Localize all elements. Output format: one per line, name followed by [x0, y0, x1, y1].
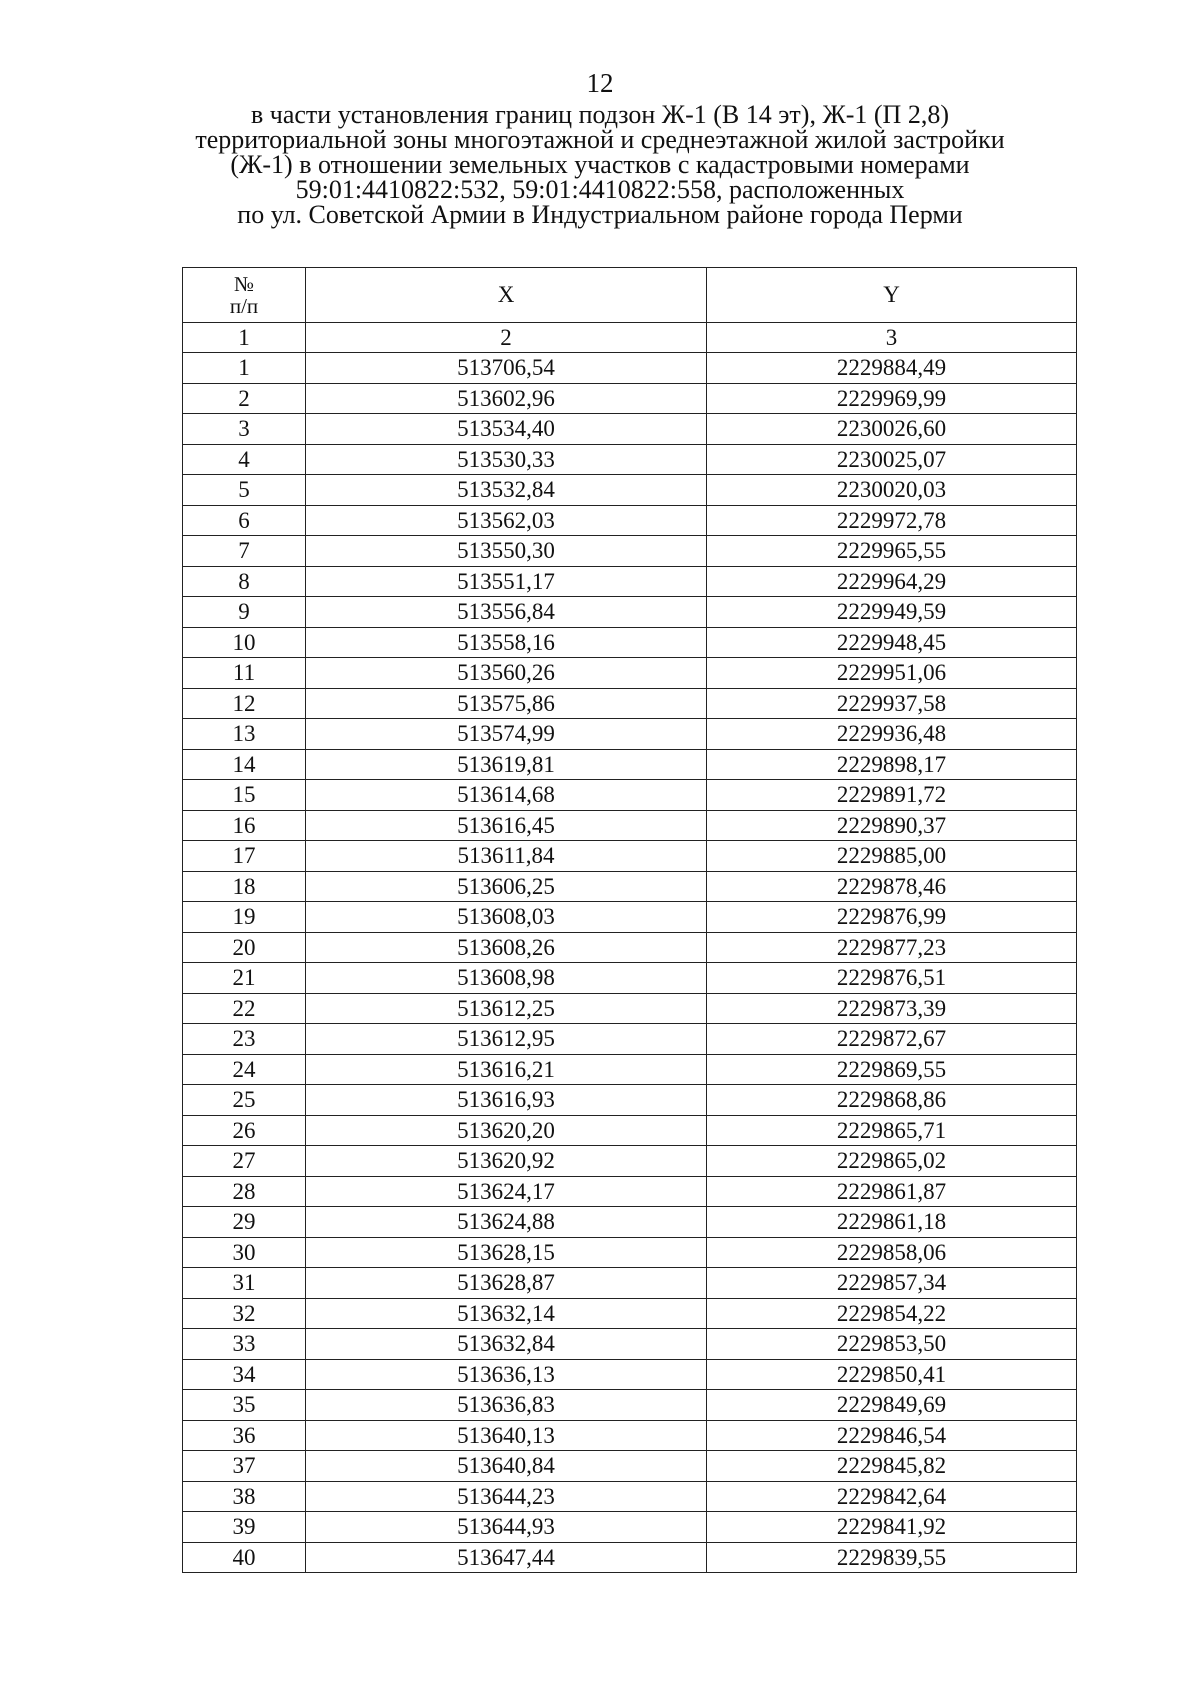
cell-number: 17	[183, 841, 306, 872]
cell-x: 513612,95	[306, 1024, 707, 1055]
heading-line: (Ж-1) в отношении земельных участков с кадастровыми номерами	[230, 150, 970, 179]
cell-x: 513624,88	[306, 1207, 707, 1238]
table-row	[183, 1298, 1077, 1329]
cell-y: 2229951,06	[707, 658, 1077, 689]
cell-y: 2229972,78	[707, 505, 1077, 536]
cell-number: 16	[183, 810, 306, 841]
cell-y: 2229876,99	[707, 902, 1077, 933]
cell-x: 513636,13	[306, 1359, 707, 1390]
column-number: 1	[183, 323, 306, 353]
cell-y: 2229936,48	[707, 719, 1077, 750]
heading-line: по ул. Советской Армии в Индустриальном районе города Перми	[237, 200, 963, 229]
header-number	[183, 268, 306, 323]
cell-number: 33	[183, 1329, 306, 1360]
cell-x: 513644,93	[306, 1512, 707, 1543]
table-row	[183, 841, 1077, 872]
cell-x: 513628,87	[306, 1268, 707, 1299]
cell-number: 29	[183, 1207, 306, 1238]
table-row	[183, 1085, 1077, 1116]
cell-number: 36	[183, 1420, 306, 1451]
cell-number: 8	[183, 566, 306, 597]
cell-x: 513532,84	[306, 475, 707, 506]
table-row	[183, 993, 1077, 1024]
cell-number: 10	[183, 627, 306, 658]
cell-y: 2229884,49	[707, 353, 1077, 384]
header-number-symbol: №	[233, 272, 255, 296]
cell-x: 513608,98	[306, 963, 707, 994]
cell-y: 2229885,00	[707, 841, 1077, 872]
cell-y: 2229949,59	[707, 597, 1077, 628]
header-number-abbrev: п/п	[229, 294, 259, 318]
table-row	[183, 505, 1077, 536]
cell-number: 32	[183, 1298, 306, 1329]
table-row	[183, 658, 1077, 689]
cell-x: 513608,03	[306, 902, 707, 933]
header-x: X	[306, 268, 707, 323]
cell-x: 513530,33	[306, 444, 707, 475]
cell-number: 3	[183, 414, 306, 445]
page-number: 12	[586, 68, 614, 98]
cell-number: 9	[183, 597, 306, 628]
table-row	[183, 627, 1077, 658]
cell-y: 2229872,67	[707, 1024, 1077, 1055]
cell-x: 513612,25	[306, 993, 707, 1024]
document-heading	[150, 102, 1050, 227]
table-row	[183, 902, 1077, 933]
cell-x: 513616,21	[306, 1054, 707, 1085]
table-row	[183, 566, 1077, 597]
cell-y: 2229846,54	[707, 1420, 1077, 1451]
cell-y: 2229861,18	[707, 1207, 1077, 1238]
cell-number: 38	[183, 1481, 306, 1512]
cell-x: 513616,45	[306, 810, 707, 841]
cell-number: 23	[183, 1024, 306, 1055]
column-number: 2	[306, 323, 707, 353]
cell-number: 31	[183, 1268, 306, 1299]
cell-y: 2229868,86	[707, 1085, 1077, 1116]
cell-y: 2229853,50	[707, 1329, 1077, 1360]
table-row	[183, 1115, 1077, 1146]
cell-y: 2229857,34	[707, 1268, 1077, 1299]
cell-number: 40	[183, 1542, 306, 1573]
cell-y: 2230026,60	[707, 414, 1077, 445]
heading-line: 59:01:4410822:532, 59:01:4410822:558, расположенных	[295, 175, 905, 204]
table-row	[183, 1451, 1077, 1482]
cell-x: 513575,86	[306, 688, 707, 719]
cell-number: 4	[183, 444, 306, 475]
cell-x: 513614,68	[306, 780, 707, 811]
coordinates-table	[182, 267, 1077, 1573]
header-y: Y	[707, 268, 1077, 323]
cell-x: 513550,30	[306, 536, 707, 567]
heading-line: в части установления границ подзон Ж-1 (В 14 эт), Ж-1 (П 2,8)	[251, 100, 949, 129]
table-row	[183, 414, 1077, 445]
table-row	[183, 932, 1077, 963]
cell-x: 513647,44	[306, 1542, 707, 1573]
table-row	[183, 1146, 1077, 1177]
cell-x: 513616,93	[306, 1085, 707, 1116]
heading-line: территориальной зоны многоэтажной и среднеэтажной жилой застройки	[195, 125, 1005, 154]
table-body	[183, 323, 1077, 1573]
table-row	[183, 1024, 1077, 1055]
column-number: 3	[707, 323, 1077, 353]
table-row	[183, 597, 1077, 628]
cell-x: 513602,96	[306, 383, 707, 414]
cell-y: 2229876,51	[707, 963, 1077, 994]
cell-y: 2229850,41	[707, 1359, 1077, 1390]
cell-y: 2229890,37	[707, 810, 1077, 841]
table-row	[183, 1359, 1077, 1390]
cell-number: 5	[183, 475, 306, 506]
cell-x: 513608,26	[306, 932, 707, 963]
column-number-row	[183, 323, 1077, 353]
cell-number: 11	[183, 658, 306, 689]
cell-y: 2229865,02	[707, 1146, 1077, 1177]
table-row	[183, 810, 1077, 841]
cell-number: 25	[183, 1085, 306, 1116]
cell-x: 513640,84	[306, 1451, 707, 1482]
table-header-row	[183, 268, 1077, 323]
cell-number: 20	[183, 932, 306, 963]
cell-x: 513620,20	[306, 1115, 707, 1146]
cell-x: 513562,03	[306, 505, 707, 536]
cell-y: 2229858,06	[707, 1237, 1077, 1268]
cell-number: 37	[183, 1451, 306, 1482]
cell-number: 6	[183, 505, 306, 536]
cell-y: 2229877,23	[707, 932, 1077, 963]
cell-number: 24	[183, 1054, 306, 1085]
cell-y: 2229878,46	[707, 871, 1077, 902]
cell-y: 2229948,45	[707, 627, 1077, 658]
cell-y: 2229891,72	[707, 780, 1077, 811]
cell-number: 15	[183, 780, 306, 811]
table-row	[183, 963, 1077, 994]
table-row	[183, 444, 1077, 475]
cell-y: 2229937,58	[707, 688, 1077, 719]
cell-y: 2229839,55	[707, 1542, 1077, 1573]
cell-x: 513551,17	[306, 566, 707, 597]
cell-number: 19	[183, 902, 306, 933]
table-row	[183, 1512, 1077, 1543]
cell-y: 2229965,55	[707, 536, 1077, 567]
cell-x: 513556,84	[306, 597, 707, 628]
cell-y: 2229964,29	[707, 566, 1077, 597]
cell-x: 513574,99	[306, 719, 707, 750]
cell-y: 2229865,71	[707, 1115, 1077, 1146]
cell-number: 2	[183, 383, 306, 414]
cell-y: 2229969,99	[707, 383, 1077, 414]
cell-y: 2230020,03	[707, 475, 1077, 506]
table-row	[183, 1420, 1077, 1451]
cell-x: 513632,14	[306, 1298, 707, 1329]
table-row	[183, 475, 1077, 506]
cell-number: 21	[183, 963, 306, 994]
table-row	[183, 1481, 1077, 1512]
table-row	[183, 383, 1077, 414]
cell-x: 513632,84	[306, 1329, 707, 1360]
cell-y: 2229861,87	[707, 1176, 1077, 1207]
cell-x: 513624,17	[306, 1176, 707, 1207]
cell-number: 26	[183, 1115, 306, 1146]
cell-x: 513620,92	[306, 1146, 707, 1177]
table-row	[183, 1207, 1077, 1238]
table-row	[183, 1237, 1077, 1268]
cell-y: 2229854,22	[707, 1298, 1077, 1329]
cell-x: 513628,15	[306, 1237, 707, 1268]
cell-y: 2229873,39	[707, 993, 1077, 1024]
cell-y: 2229842,64	[707, 1481, 1077, 1512]
table-row	[183, 1268, 1077, 1299]
cell-x: 513560,26	[306, 658, 707, 689]
cell-x: 513558,16	[306, 627, 707, 658]
cell-x: 513606,25	[306, 871, 707, 902]
cell-number: 1	[183, 353, 306, 384]
cell-y: 2229841,92	[707, 1512, 1077, 1543]
cell-number: 30	[183, 1237, 306, 1268]
cell-number: 27	[183, 1146, 306, 1177]
table-row	[183, 1054, 1077, 1085]
table-row	[183, 719, 1077, 750]
cell-number: 7	[183, 536, 306, 567]
cell-y: 2229845,82	[707, 1451, 1077, 1482]
table-row	[183, 688, 1077, 719]
cell-y: 2230025,07	[707, 444, 1077, 475]
cell-x: 513619,81	[306, 749, 707, 780]
cell-number: 14	[183, 749, 306, 780]
cell-number: 22	[183, 993, 306, 1024]
cell-number: 18	[183, 871, 306, 902]
cell-x: 513636,83	[306, 1390, 707, 1421]
cell-y: 2229869,55	[707, 1054, 1077, 1085]
table-row	[183, 536, 1077, 567]
cell-number: 13	[183, 719, 306, 750]
table-row	[183, 353, 1077, 384]
cell-x: 513534,40	[306, 414, 707, 445]
cell-y: 2229849,69	[707, 1390, 1077, 1421]
table-row	[183, 1390, 1077, 1421]
table-row	[183, 1176, 1077, 1207]
cell-y: 2229898,17	[707, 749, 1077, 780]
cell-number: 35	[183, 1390, 306, 1421]
cell-number: 39	[183, 1512, 306, 1543]
table-row	[183, 780, 1077, 811]
table-row	[183, 1542, 1077, 1573]
cell-x: 513644,23	[306, 1481, 707, 1512]
cell-x: 513706,54	[306, 353, 707, 384]
cell-x: 513611,84	[306, 841, 707, 872]
cell-number: 12	[183, 688, 306, 719]
cell-number: 28	[183, 1176, 306, 1207]
table-row	[183, 1329, 1077, 1360]
table-row	[183, 749, 1077, 780]
cell-number: 34	[183, 1359, 306, 1390]
table-row	[183, 871, 1077, 902]
cell-x: 513640,13	[306, 1420, 707, 1451]
